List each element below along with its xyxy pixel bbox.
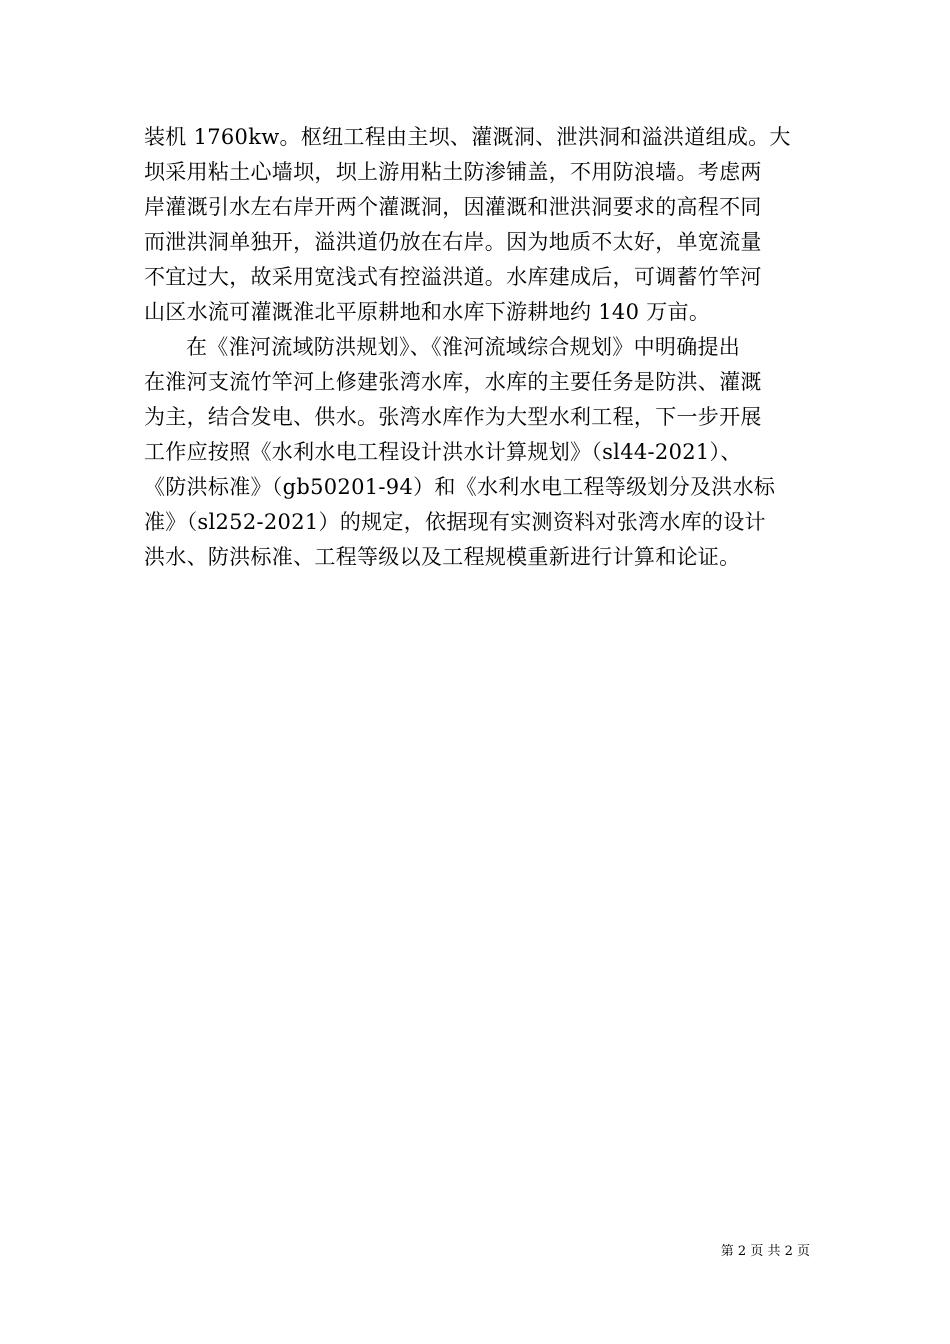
- text-line: 《防洪标准》（gb50201-94）和《水利水电工程等级划分及洪水标: [144, 475, 776, 499]
- body-text: [144, 120, 810, 575]
- text-line: 在《淮河流域防洪规划》、《淮河流域综合规划》中明确提出: [186, 335, 741, 359]
- text-line: 工作应按照《水利水电工程设计洪水计算规划》（sl44-2021）、: [144, 440, 742, 464]
- text-line: 洪水、防洪标准、工程等级以及工程规模重新进行计算和论证。: [144, 545, 741, 569]
- text-line: 而泄洪洞单独开，溢洪道仍放在右岸。因为地质不太好，单宽流量: [144, 230, 762, 254]
- page-number-footer: 第 2 页 共 2 页: [720, 1244, 810, 1259]
- text-line: 装机 1760kw。枢纽工程由主坝、灌溉洞、泄洪洞和溢洪道组成。大: [144, 125, 791, 149]
- text-line: 不宜过大，故采用宽浅式有控溢洪道。水库建成后，可调蓄竹竿河: [144, 265, 762, 289]
- text-line: 坝采用粘土心墙坝，坝上游用粘土防渗铺盖，不用防浪墙。考虑两: [144, 160, 762, 184]
- text-line: 在淮河支流竹竿河上修建张湾水库，水库的主要任务是防洪、灌溉: [144, 370, 762, 394]
- text-line: 岸灌溉引水左右岸开两个灌溉洞，因灌溉和泄洪洞要求的高程不同: [144, 195, 762, 219]
- text-line: 准》（sl252-2021）的规定，依据现有实测资料对张湾水库的设计: [144, 510, 766, 534]
- text-line: 山区水流可灌溉淮北平原耕地和水库下游耕地约 140 万亩。: [144, 300, 711, 324]
- text-line: 为主，结合发电、供水。张湾水库作为大型水利工程，下一步开展: [144, 405, 762, 429]
